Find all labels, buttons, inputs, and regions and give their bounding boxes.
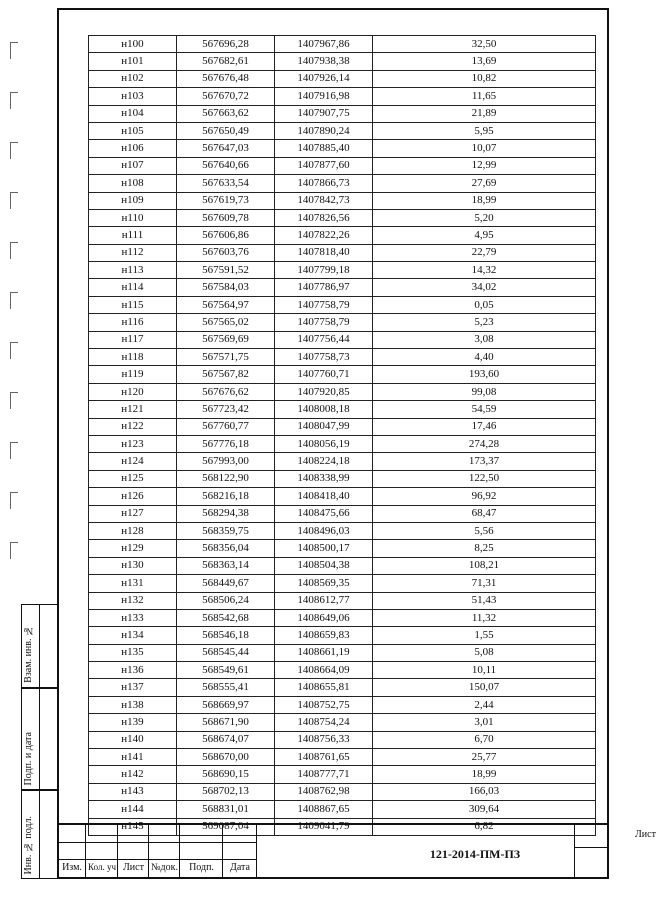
point-name-cell: н106	[89, 140, 177, 157]
point-name-cell: н115	[89, 296, 177, 313]
table-row	[89, 105, 596, 122]
coord-y-cell: 1407866,73	[275, 175, 373, 192]
distance-cell: 3,01	[373, 714, 596, 731]
point-name-cell: н133	[89, 609, 177, 626]
coord-y-cell: 1407756,44	[275, 331, 373, 348]
point-name-cell: н104	[89, 105, 177, 122]
distance-cell: 34,02	[373, 279, 596, 296]
point-name-cell: н140	[89, 731, 177, 748]
coord-x-cell: 568671,90	[177, 714, 275, 731]
distance-cell: 18,99	[373, 766, 596, 783]
coord-x-cell: 567603,76	[177, 244, 275, 261]
distance-cell: 4,40	[373, 349, 596, 366]
table-row	[89, 418, 596, 435]
coord-y-cell: 1407758,79	[275, 314, 373, 331]
coord-y-cell: 1407786,97	[275, 279, 373, 296]
distance-cell: 11,32	[373, 609, 596, 626]
coord-x-cell: 568702,13	[177, 783, 275, 800]
table-row	[89, 88, 596, 105]
coord-y-cell: 1408612,77	[275, 592, 373, 609]
coord-x-cell: 567696,28	[177, 36, 275, 53]
side-label-vzam: Взам. инв. №	[23, 625, 34, 683]
coord-x-cell: 567723,42	[177, 401, 275, 418]
point-name-cell: н137	[89, 679, 177, 696]
distance-cell: 309,64	[373, 801, 596, 818]
distance-cell: 68,47	[373, 505, 596, 522]
document-code: 121-2014-ПМ-ПЗ	[429, 847, 521, 861]
distance-cell: 108,21	[373, 557, 596, 574]
point-name-cell: н107	[89, 157, 177, 174]
point-name-cell: н101	[89, 53, 177, 70]
coord-x-cell: 567567,82	[177, 366, 275, 383]
table-row	[89, 557, 596, 574]
point-name-cell: н113	[89, 262, 177, 279]
table-row	[89, 401, 596, 418]
point-name-cell: н112	[89, 244, 177, 261]
distance-cell: 150,07	[373, 679, 596, 696]
table-row	[89, 244, 596, 261]
table-row	[89, 262, 596, 279]
table-row	[89, 766, 596, 783]
coord-x-cell: 568549,61	[177, 662, 275, 679]
stamp-ndok: №док.	[151, 862, 178, 873]
coord-x-cell: 568449,67	[177, 575, 275, 592]
point-name-cell: н127	[89, 505, 177, 522]
coord-y-cell: 1409041,79	[275, 818, 373, 835]
point-name-cell: н103	[89, 88, 177, 105]
distance-cell: 10,11	[373, 662, 596, 679]
side-label-inv: Инв. № подл.	[23, 815, 34, 874]
stamp-kol: Кол. уч	[88, 862, 116, 872]
table-row	[89, 175, 596, 192]
table-row	[89, 349, 596, 366]
stamp-list: Лист	[123, 862, 144, 873]
coord-x-cell: 568542,68	[177, 609, 275, 626]
table-row	[89, 192, 596, 209]
table-row	[89, 435, 596, 452]
point-name-cell: н138	[89, 696, 177, 713]
distance-cell: 193,60	[373, 366, 596, 383]
stamp-podp: Подп.	[189, 862, 214, 873]
point-name-cell: н141	[89, 749, 177, 766]
table-row	[89, 122, 596, 139]
table-row	[89, 522, 596, 539]
coord-x-cell: 567663,62	[177, 105, 275, 122]
coord-y-cell: 1408500,17	[275, 540, 373, 557]
coord-x-cell: 567564,97	[177, 296, 275, 313]
coord-y-cell: 1408661,19	[275, 644, 373, 661]
coord-x-cell: 567640,66	[177, 157, 275, 174]
distance-cell: 173,37	[373, 453, 596, 470]
table-row	[89, 140, 596, 157]
coord-y-cell: 1407758,79	[275, 296, 373, 313]
point-name-cell: н109	[89, 192, 177, 209]
point-name-cell: н139	[89, 714, 177, 731]
table-row	[89, 296, 596, 313]
table-row	[89, 749, 596, 766]
coord-y-cell: 1407926,14	[275, 70, 373, 87]
distance-cell: 18,99	[373, 192, 596, 209]
table-row	[89, 36, 596, 53]
coord-y-cell: 1408762,98	[275, 783, 373, 800]
distance-cell: 25,77	[373, 749, 596, 766]
distance-cell: 96,92	[373, 488, 596, 505]
coord-y-cell: 1407799,18	[275, 262, 373, 279]
coord-x-cell: 568545,44	[177, 644, 275, 661]
point-name-cell: н142	[89, 766, 177, 783]
table-row	[89, 731, 596, 748]
coord-y-cell: 1408475,66	[275, 505, 373, 522]
point-name-cell: н134	[89, 627, 177, 644]
distance-cell: 10,07	[373, 140, 596, 157]
coord-y-cell: 1408418,40	[275, 488, 373, 505]
point-name-cell: н129	[89, 540, 177, 557]
point-name-cell: н119	[89, 366, 177, 383]
table-row	[89, 157, 596, 174]
point-name-cell: н125	[89, 470, 177, 487]
coord-y-cell: 1407758,73	[275, 349, 373, 366]
distance-cell: 27,69	[373, 175, 596, 192]
table-row	[89, 540, 596, 557]
distance-cell: 5,20	[373, 209, 596, 226]
coord-x-cell: 567670,72	[177, 88, 275, 105]
coord-y-cell: 1408754,24	[275, 714, 373, 731]
table-row	[89, 696, 596, 713]
coord-y-cell: 1408655,81	[275, 679, 373, 696]
coord-x-cell: 568363,14	[177, 557, 275, 574]
table-row	[89, 609, 596, 626]
point-name-cell: н126	[89, 488, 177, 505]
distance-cell: 99,08	[373, 383, 596, 400]
distance-cell: 5,23	[373, 314, 596, 331]
coord-x-cell: 568670,00	[177, 749, 275, 766]
sheet-label: Лист	[635, 829, 656, 840]
distance-cell: 122,50	[373, 470, 596, 487]
table-row	[89, 331, 596, 348]
point-name-cell: н118	[89, 349, 177, 366]
table-row	[89, 209, 596, 226]
coord-y-cell: 1408659,83	[275, 627, 373, 644]
coord-x-cell: 567569,69	[177, 331, 275, 348]
coord-x-cell: 567565,02	[177, 314, 275, 331]
point-name-cell: н132	[89, 592, 177, 609]
distance-cell: 12,99	[373, 157, 596, 174]
table-row	[89, 801, 596, 818]
distance-cell: 8,25	[373, 540, 596, 557]
distance-cell: 13,69	[373, 53, 596, 70]
coord-y-cell: 1408752,75	[275, 696, 373, 713]
coord-y-cell: 1407826,56	[275, 209, 373, 226]
point-name-cell: н128	[89, 522, 177, 539]
table-row	[89, 53, 596, 70]
coord-y-cell: 1407877,60	[275, 157, 373, 174]
coord-x-cell: 567591,52	[177, 262, 275, 279]
coord-y-cell: 1407842,73	[275, 192, 373, 209]
coord-y-cell: 1407907,75	[275, 105, 373, 122]
distance-cell: 5,56	[373, 522, 596, 539]
coord-y-cell: 1408664,09	[275, 662, 373, 679]
point-name-cell: н100	[89, 36, 177, 53]
coord-x-cell: 567571,75	[177, 349, 275, 366]
stamp-izm: Изм.	[62, 862, 82, 873]
coord-x-cell: 568690,15	[177, 766, 275, 783]
coord-y-cell: 1408496,03	[275, 522, 373, 539]
distance-cell: 10,82	[373, 70, 596, 87]
coord-x-cell: 567776,18	[177, 435, 275, 452]
coord-y-cell: 1408761,65	[275, 749, 373, 766]
coord-y-cell: 1408504,38	[275, 557, 373, 574]
point-name-cell: н122	[89, 418, 177, 435]
distance-cell: 166,03	[373, 783, 596, 800]
coord-x-cell: 568555,41	[177, 679, 275, 696]
coord-y-cell: 1407920,85	[275, 383, 373, 400]
distance-cell: 22,79	[373, 244, 596, 261]
table-row	[89, 505, 596, 522]
coord-y-cell: 1407916,98	[275, 88, 373, 105]
coord-y-cell: 1408056,19	[275, 435, 373, 452]
coord-x-cell: 568669,97	[177, 696, 275, 713]
coord-x-cell: 568294,38	[177, 505, 275, 522]
coord-x-cell: 568831,01	[177, 801, 275, 818]
table-row	[89, 366, 596, 383]
distance-cell: 2,44	[373, 696, 596, 713]
side-field-vzam	[21, 604, 57, 688]
table-row	[89, 783, 596, 800]
coord-x-cell: 568674,07	[177, 731, 275, 748]
point-name-cell: н135	[89, 644, 177, 661]
coord-x-cell: 567682,61	[177, 53, 275, 70]
coord-x-cell: 567760,77	[177, 418, 275, 435]
coord-y-cell: 1408756,33	[275, 731, 373, 748]
coord-y-cell: 1407967,86	[275, 36, 373, 53]
coord-x-cell: 568506,24	[177, 592, 275, 609]
table-row	[89, 644, 596, 661]
coord-x-cell: 567609,78	[177, 209, 275, 226]
coord-y-cell: 1407890,24	[275, 122, 373, 139]
coord-x-cell: 567619,73	[177, 192, 275, 209]
point-name-cell: н102	[89, 70, 177, 87]
coord-y-cell: 1407760,71	[275, 366, 373, 383]
side-field-inv	[21, 790, 57, 879]
table-row	[89, 279, 596, 296]
point-name-cell: н120	[89, 383, 177, 400]
point-name-cell: н144	[89, 801, 177, 818]
distance-cell: 1,55	[373, 627, 596, 644]
table-row	[89, 488, 596, 505]
distance-cell: 51,43	[373, 592, 596, 609]
distance-cell: 71,31	[373, 575, 596, 592]
point-name-cell: н131	[89, 575, 177, 592]
coord-y-cell: 1407822,26	[275, 227, 373, 244]
coord-y-cell: 1407885,40	[275, 140, 373, 157]
side-label-podp: Подп. и дата	[23, 731, 34, 785]
point-name-cell: н145	[89, 818, 177, 835]
point-name-cell: н111	[89, 227, 177, 244]
table-row	[89, 592, 596, 609]
coord-y-cell: 1407818,40	[275, 244, 373, 261]
table-row	[89, 662, 596, 679]
side-field-podp	[21, 688, 57, 790]
table-row	[89, 714, 596, 731]
point-name-cell: н117	[89, 331, 177, 348]
coord-y-cell: 1407938,38	[275, 53, 373, 70]
stamp-data: Дата	[230, 862, 250, 873]
coord-y-cell: 1408047,99	[275, 418, 373, 435]
coord-x-cell: 568216,18	[177, 488, 275, 505]
point-name-cell: н110	[89, 209, 177, 226]
coord-x-cell: 567633,54	[177, 175, 275, 192]
point-name-cell: н124	[89, 453, 177, 470]
distance-cell: 6,70	[373, 731, 596, 748]
point-name-cell: н136	[89, 662, 177, 679]
coord-x-cell: 568122,90	[177, 470, 275, 487]
distance-cell: 274,28	[373, 435, 596, 452]
point-name-cell: н116	[89, 314, 177, 331]
coord-y-cell: 1408224,18	[275, 453, 373, 470]
table-row	[89, 575, 596, 592]
distance-cell: 21,89	[373, 105, 596, 122]
table-row	[89, 383, 596, 400]
point-name-cell: н121	[89, 401, 177, 418]
distance-cell: 3,08	[373, 331, 596, 348]
distance-cell: 14,32	[373, 262, 596, 279]
coord-y-cell: 1408569,35	[275, 575, 373, 592]
coord-x-cell: 568546,18	[177, 627, 275, 644]
coord-x-cell: 568359,75	[177, 522, 275, 539]
title-block	[57, 823, 656, 879]
point-name-cell: н114	[89, 279, 177, 296]
coord-x-cell: 567676,48	[177, 70, 275, 87]
table-row	[89, 679, 596, 696]
distance-cell: 17,46	[373, 418, 596, 435]
distance-cell: 54,59	[373, 401, 596, 418]
coord-x-cell: 567650,49	[177, 122, 275, 139]
table-row	[89, 470, 596, 487]
distance-cell: 5,08	[373, 644, 596, 661]
point-name-cell: н143	[89, 783, 177, 800]
coord-x-cell: 567584,03	[177, 279, 275, 296]
point-name-cell: н105	[89, 122, 177, 139]
point-name-cell: н108	[89, 175, 177, 192]
coord-y-cell: 1408867,65	[275, 801, 373, 818]
table-row	[89, 70, 596, 87]
coord-y-cell: 1408008,18	[275, 401, 373, 418]
distance-cell: 6,82	[373, 818, 596, 835]
table-row	[89, 453, 596, 470]
coord-y-cell: 1408777,71	[275, 766, 373, 783]
coord-x-cell: 568356,04	[177, 540, 275, 557]
coord-x-cell: 567993,00	[177, 453, 275, 470]
coord-y-cell: 1408338,99	[275, 470, 373, 487]
distance-cell: 11,65	[373, 88, 596, 105]
distance-cell: 0,05	[373, 296, 596, 313]
table-row	[89, 314, 596, 331]
coord-x-cell: 567676,62	[177, 383, 275, 400]
point-name-cell: н130	[89, 557, 177, 574]
distance-cell: 4,95	[373, 227, 596, 244]
coord-x-cell: 567606,86	[177, 227, 275, 244]
coordinates-table	[88, 35, 596, 836]
table-row	[89, 627, 596, 644]
table-row	[89, 227, 596, 244]
coord-y-cell: 1408649,06	[275, 609, 373, 626]
distance-cell: 32,50	[373, 36, 596, 53]
distance-cell: 5,95	[373, 122, 596, 139]
coord-x-cell: 567647,03	[177, 140, 275, 157]
coord-x-cell: 569087,04	[177, 818, 275, 835]
point-name-cell: н123	[89, 435, 177, 452]
